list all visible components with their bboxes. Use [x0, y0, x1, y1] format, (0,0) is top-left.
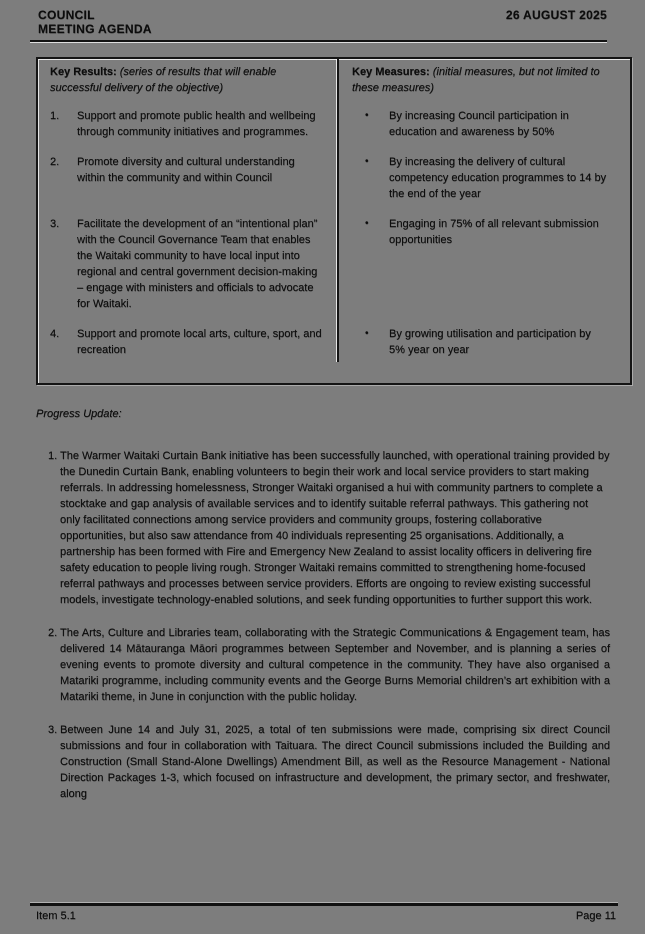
table-row: [38, 326, 630, 362]
progress-item-text: Between June 14 and July 31, 2025, a total of ten submissions were made, comprising six direct Council submissions and four in collaboration with Taituara. The direct Council submissions included the Building and Construction (Small Stand-Alone Dwellings) Amendment Bill, as well as the Resource Management - National Direction Packages 1-3, which focused on infrastructure and development, the primary sector, and freshwater, along: [60, 724, 610, 800]
key-results-label: Key Results:: [50, 66, 117, 78]
document-title-line1: COUNCIL: [38, 8, 95, 22]
progress-item-number: 3.: [48, 724, 58, 736]
document-title-line2: MEETING AGENDA: [38, 22, 152, 36]
bullet-icon: •: [365, 156, 369, 167]
result-number: 2.: [50, 156, 60, 168]
measure-text: Engaging in 75% of all relevant submission opportunities: [389, 218, 599, 246]
page-footer: [30, 903, 618, 922]
progress-item-number: 2.: [48, 627, 58, 639]
result-number: 3.: [50, 218, 60, 230]
progress-item: [36, 625, 610, 705]
table-header-row: [38, 59, 630, 108]
key-results-table: [36, 57, 632, 385]
table-row: [38, 216, 630, 326]
progress-item-text: The Warmer Waitaki Curtain Bank initiative has been successfully launched, with operational training provided by the Dunedin Curtain Bank, enabling volunteers to begin their work and local service providers to start making referrals. In addressing homelessness, Stronger Waitaki organised a hui with community partners to complete a stocktake and gap analysis of available services and to identify suitable referral pathways. This gathering not only facilitated connections among service providers and community groups, fostering collaborative opportunities, but also saw attendance from 40 individuals representing 25 organisations. Additionally, a partnership has been formed with Fire and Emergency New Zealand to assist locality officers in delivering fire safety education to people living rough. Stronger Waitaki remains committed to strengthening home-focused referral pathways and processes between service providers. Efforts are ongoing to review existing successful models, investigate technology-enabled solutions, and seek funding opportunities to further support this work.: [60, 450, 610, 606]
measure-text: By increasing Council participation in education and awareness by 50%: [389, 110, 569, 138]
progress-update-heading: Progress Update:: [36, 408, 122, 420]
progress-item: [36, 722, 610, 802]
page-header: [30, 7, 607, 42]
bullet-icon: •: [365, 328, 369, 339]
result-text: Support and promote public health and wellbeing through community initiatives and programmes.: [77, 110, 316, 138]
table-row: [38, 108, 630, 154]
bullet-icon: •: [365, 110, 369, 121]
meeting-date: 26 AUGUST 2025: [505, 8, 607, 22]
table-row: [38, 154, 630, 216]
key-results-subtext: (series of results that will enable successful delivery of the objective): [50, 66, 277, 94]
key-measures-subtext: (initial measures, but not limited to these measures): [352, 66, 600, 94]
footer-item-label: Item 5.1: [36, 910, 76, 922]
result-text: Promote diversity and cultural understanding within the community and within Council: [77, 156, 295, 184]
key-measures-label: Key Measures:: [352, 66, 430, 78]
progress-update-section: [36, 406, 610, 819]
progress-item: [36, 448, 610, 608]
bullet-icon: •: [365, 218, 369, 229]
progress-items: [36, 448, 610, 802]
result-number: 4.: [50, 328, 60, 340]
progress-item-number: 1.: [48, 450, 58, 462]
measure-text: By growing utilisation and participation by 5% year on year: [389, 328, 591, 356]
footer-page-label: Page 11: [575, 910, 616, 922]
measure-text: By increasing the delivery of cultural competency education programmes to 14 by the end of the year: [389, 156, 607, 200]
result-number: 1.: [50, 110, 60, 122]
key-results-header-cell: [38, 59, 339, 108]
progress-item-text: The Arts, Culture and Libraries team, collaborating with the Strategic Communications & Engagement team, has delivered 14 Mātauranga Māori programmes between September and November, and is planning a series of evening events to promote diversity and cultural competence in the community. They have also organised a Matariki programme, including community events and the George Burns Memorial children’s art exhibition with a Matariki theme, in June in conjunction with the public holiday.: [60, 627, 610, 703]
result-text: Support and promote local arts, culture, sport, and recreation: [77, 328, 322, 356]
key-measures-header-cell: [339, 59, 630, 108]
result-text: Facilitate the development of an “intentional plan” with the Council Governance Team that enables the Waitaki community to have local input into regional and central government decision-making – engage with ministers and officials to advocate for Waitaki.: [77, 218, 318, 310]
